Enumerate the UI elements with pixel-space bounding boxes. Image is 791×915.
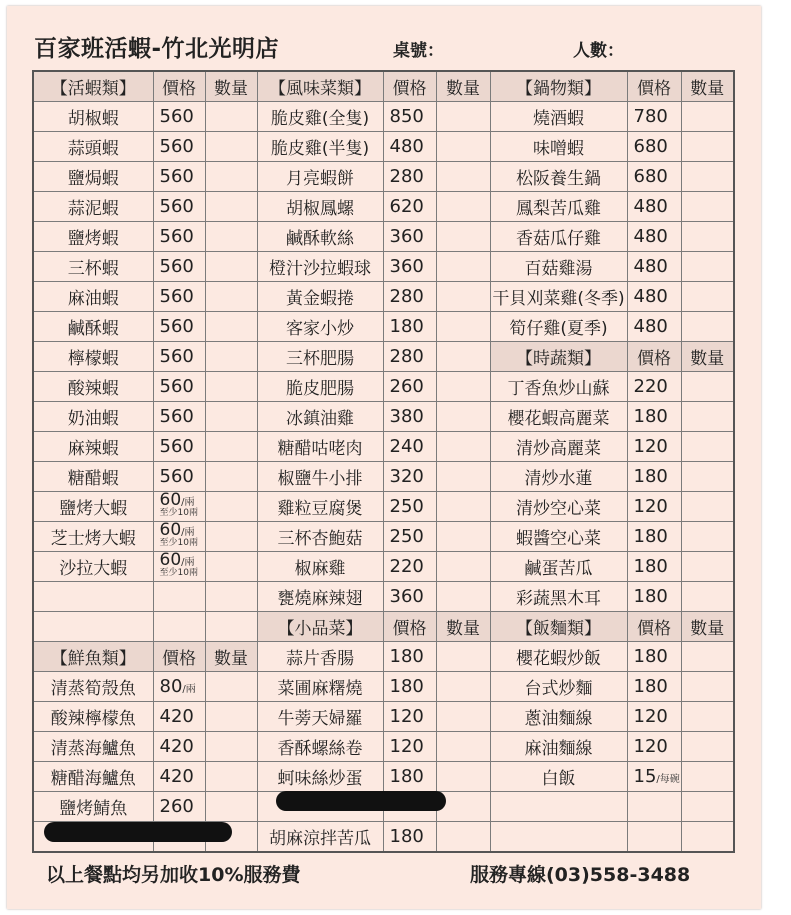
redaction-mark: [44, 822, 232, 842]
minimum-order-note: 至少10兩: [159, 508, 198, 518]
quantity-cell[interactable]: [205, 252, 257, 282]
price-column-header: 價格: [153, 642, 205, 672]
dish-price: 780: [627, 102, 681, 132]
dish-name: 鹹蛋苦瓜: [490, 552, 627, 582]
dish-price: [153, 612, 205, 642]
dish-name: 胡椒蝦: [33, 102, 153, 132]
dish-name: 月亮蝦餅: [257, 162, 383, 192]
dish-name: 蝦醬空心菜: [490, 522, 627, 552]
quantity-cell[interactable]: [205, 792, 257, 822]
dish-price: 560: [153, 342, 205, 372]
dish-name: 芝士烤大蝦: [33, 522, 153, 552]
quantity-column-header: 數量: [205, 71, 257, 102]
dish-price: 480: [627, 252, 681, 282]
dish-price: 180: [383, 642, 436, 672]
quantity-cell[interactable]: [681, 162, 734, 192]
price-per-tael: [159, 551, 198, 578]
dish-name: 糖醋蝦: [33, 462, 153, 492]
menu-row: [33, 102, 734, 132]
dish-price: 380: [383, 402, 436, 432]
service-hotline: 服務專線(03)558-3488: [470, 864, 691, 886]
dish-name: 麻油麵線: [490, 732, 627, 762]
quantity-cell[interactable]: [681, 552, 734, 582]
dish-price: 120: [383, 732, 436, 762]
dish-name: 松阪養生鍋: [490, 162, 627, 192]
quantity-cell[interactable]: [205, 762, 257, 792]
dish-name: 鹽烤蝦: [33, 222, 153, 252]
dish-name: 糖醋咕咾肉: [257, 432, 383, 462]
category-header: 【小品菜】: [257, 612, 383, 642]
quantity-cell[interactable]: [681, 672, 734, 702]
dish-name: 蒜頭蝦: [33, 132, 153, 162]
minimum-order-note: 至少10兩: [159, 568, 198, 578]
dish-price: 560: [153, 132, 205, 162]
category-header: 【風味菜類】: [257, 71, 383, 102]
dish-price: 620: [383, 192, 436, 222]
dish-name: 彩蔬黑木耳: [490, 582, 627, 612]
dish-name: 清蒸海鱸魚: [33, 732, 153, 762]
dish-price: 260: [383, 372, 436, 402]
quantity-cell[interactable]: [436, 252, 490, 282]
quantity-cell[interactable]: [436, 222, 490, 252]
dish-name: 香菇瓜仔雞: [490, 222, 627, 252]
quantity-cell[interactable]: [436, 552, 490, 582]
menu-row: [33, 162, 734, 192]
dish-name: 味噌蝦: [490, 132, 627, 162]
quantity-cell[interactable]: [681, 702, 734, 732]
quantity-cell[interactable]: [436, 372, 490, 402]
price-unit: /每碗: [656, 774, 680, 785]
dish-price: 560: [153, 222, 205, 252]
dish-price: [153, 522, 205, 552]
dish-name: 胡麻涼拌苦瓜: [257, 822, 383, 853]
dish-name: 黃金蝦捲: [257, 282, 383, 312]
quantity-cell[interactable]: [205, 672, 257, 702]
quantity-cell[interactable]: [681, 282, 734, 312]
menu-row: [33, 582, 734, 612]
dish-price: 360: [383, 222, 436, 252]
dish-price: [153, 492, 205, 522]
menu-row: [33, 402, 734, 432]
dish-price: 260: [153, 792, 205, 822]
quantity-cell[interactable]: [436, 432, 490, 462]
dish-price: 180: [627, 642, 681, 672]
quantity-cell[interactable]: [205, 492, 257, 522]
dish-price: 120: [627, 432, 681, 462]
quantity-cell[interactable]: [681, 372, 734, 402]
dish-price: 560: [153, 192, 205, 222]
dish-name: 菜圃麻糬燒: [257, 672, 383, 702]
dish-price: 280: [383, 282, 436, 312]
dish-price: 120: [627, 732, 681, 762]
dish-name: 脆皮雞(全隻): [257, 102, 383, 132]
price-value: 60: [159, 491, 182, 510]
dish-name: 櫻花蝦高麗菜: [490, 402, 627, 432]
category-header: 【時蔬類】: [490, 342, 627, 372]
price-column-header: 價格: [627, 342, 681, 372]
dish-name: 清蒸筍殼魚: [33, 672, 153, 702]
dish-price: [153, 672, 205, 702]
quantity-cell[interactable]: [681, 462, 734, 492]
dish-name: 奶油蝦: [33, 402, 153, 432]
dish-name: 燒酒蝦: [490, 102, 627, 132]
quantity-cell[interactable]: [436, 162, 490, 192]
dish-price: 480: [627, 282, 681, 312]
menu-row: [33, 432, 734, 462]
dish-price: 560: [153, 162, 205, 192]
dish-price: 480: [627, 192, 681, 222]
dish-price: 560: [153, 432, 205, 462]
dish-price: 180: [383, 312, 436, 342]
dish-price: 280: [383, 342, 436, 372]
price-unit: /兩: [181, 497, 195, 508]
dish-price: 480: [627, 222, 681, 252]
dish-price: 180: [627, 552, 681, 582]
quantity-cell[interactable]: [681, 582, 734, 612]
quantity-cell[interactable]: [436, 192, 490, 222]
menu-row: [33, 672, 734, 702]
menu-row: [33, 71, 734, 102]
dish-name: 清炒空心菜: [490, 492, 627, 522]
dish-price: 680: [627, 132, 681, 162]
dish-name: 櫻花蝦炒飯: [490, 642, 627, 672]
menu-row: [33, 702, 734, 732]
menu-row: [33, 762, 734, 792]
quantity-column-header: 數量: [681, 342, 734, 372]
menu-row: [33, 492, 734, 522]
quantity-cell[interactable]: [205, 432, 257, 462]
quantity-cell[interactable]: [436, 402, 490, 432]
dish-name: 脆皮雞(半隻): [257, 132, 383, 162]
dish-name: 百菇雞湯: [490, 252, 627, 282]
dish-name: 筍仔雞(夏季): [490, 312, 627, 342]
dish-price: 280: [383, 162, 436, 192]
quantity-cell[interactable]: [205, 312, 257, 342]
dish-price: 250: [383, 492, 436, 522]
dish-name: 鹽焗蝦: [33, 162, 153, 192]
quantity-cell[interactable]: [205, 462, 257, 492]
dish-name: 台式炒麵: [490, 672, 627, 702]
dish-price: 560: [153, 102, 205, 132]
price-value: 80: [159, 676, 183, 697]
dish-name: 客家小炒: [257, 312, 383, 342]
dish-price: 220: [627, 372, 681, 402]
quantity-cell[interactable]: [436, 672, 490, 702]
menu-row: [33, 462, 734, 492]
dish-price: 420: [153, 762, 205, 792]
dish-name: 胡椒鳳螺: [257, 192, 383, 222]
dish-price: [153, 552, 205, 582]
quantity-cell[interactable]: [681, 102, 734, 132]
quantity-cell[interactable]: [681, 492, 734, 522]
menu-row: [33, 312, 734, 342]
dish-name: 蔥油麵線: [490, 702, 627, 732]
minimum-order-note: 至少10兩: [159, 538, 198, 548]
dish-name: 鹹酥軟絲: [257, 222, 383, 252]
dish-name: 鹹酥蝦: [33, 312, 153, 342]
dish-name: 檸檬蝦: [33, 342, 153, 372]
quantity-cell[interactable]: [681, 642, 734, 672]
dish-name: 蒜泥蝦: [33, 192, 153, 222]
category-header: 【飯麵類】: [490, 612, 627, 642]
menu-row: [33, 522, 734, 552]
quantity-cell[interactable]: [436, 492, 490, 522]
dish-price: 560: [153, 312, 205, 342]
dish-name: 鹽烤大蝦: [33, 492, 153, 522]
party-size-label: 人數：: [573, 41, 624, 61]
quantity-cell[interactable]: [681, 732, 734, 762]
dish-name: [33, 612, 153, 642]
dish-name: 鹽烤鯖魚: [33, 792, 153, 822]
price-column-header: 價格: [153, 71, 205, 102]
dish-price: 420: [153, 702, 205, 732]
quantity-cell[interactable]: [681, 822, 734, 853]
quantity-cell[interactable]: [436, 102, 490, 132]
price-unit: /兩: [182, 684, 196, 695]
dish-name: 酸辣檸檬魚: [33, 702, 153, 732]
quantity-cell[interactable]: [205, 102, 257, 132]
quantity-cell[interactable]: [436, 342, 490, 372]
dish-name: 麻辣蝦: [33, 432, 153, 462]
category-header: 【活蝦類】: [33, 71, 153, 102]
menu-row: [33, 732, 734, 762]
dish-name: 椒麻雞: [257, 552, 383, 582]
dish-price: 560: [153, 372, 205, 402]
dish-name: 蚵味絲炒蛋: [257, 762, 383, 792]
dish-name: 糖醋海鱸魚: [33, 762, 153, 792]
dish-name: 冰鎮油雞: [257, 402, 383, 432]
quantity-cell[interactable]: [681, 222, 734, 252]
dish-price: 180: [627, 672, 681, 702]
redaction-mark: [276, 791, 446, 811]
dish-name: 清炒高麗菜: [490, 432, 627, 462]
dish-name: 清炒水蓮: [490, 462, 627, 492]
dish-name: 雞粒豆腐煲: [257, 492, 383, 522]
category-header: 【鮮魚類】: [33, 642, 153, 672]
dish-name: 蒜片香腸: [257, 642, 383, 672]
menu-row: [33, 372, 734, 402]
quantity-cell[interactable]: [436, 462, 490, 492]
dish-name: [33, 582, 153, 612]
dish-name: 鳳梨苦瓜雞: [490, 192, 627, 222]
quantity-cell[interactable]: [681, 402, 734, 432]
dish-price: 360: [383, 582, 436, 612]
dish-name: 脆皮肥腸: [257, 372, 383, 402]
quantity-cell[interactable]: [681, 312, 734, 342]
dish-price: 180: [383, 822, 436, 853]
dish-price: 220: [383, 552, 436, 582]
price-value: 60: [159, 521, 182, 540]
dish-name: 牛蒡天婦羅: [257, 702, 383, 732]
quantity-column-header: 數量: [681, 71, 734, 102]
dish-price: 480: [383, 132, 436, 162]
quantity-cell[interactable]: [205, 612, 257, 642]
dish-price: 120: [627, 492, 681, 522]
price-column-header: 價格: [383, 612, 436, 642]
dish-name: [490, 792, 627, 822]
dish-price: [627, 822, 681, 853]
dish-name: 沙拉大蝦: [33, 552, 153, 582]
dish-name: 橙汁沙拉蝦球: [257, 252, 383, 282]
dish-price: 850: [383, 102, 436, 132]
quantity-column-header: 數量: [436, 71, 490, 102]
dish-price: 680: [627, 162, 681, 192]
dish-price: 180: [383, 762, 436, 792]
dish-price: 180: [627, 402, 681, 432]
dish-name: 白飯: [490, 762, 627, 792]
quantity-cell[interactable]: [436, 762, 490, 792]
dish-name: 椒鹽牛小排: [257, 462, 383, 492]
dish-price: [627, 762, 681, 792]
menu-row: [33, 132, 734, 162]
price-unit: /兩: [181, 557, 195, 568]
dish-price: 480: [627, 312, 681, 342]
quantity-cell[interactable]: [436, 312, 490, 342]
quantity-cell[interactable]: [205, 222, 257, 252]
price-value: 15: [633, 766, 657, 787]
price-column-header: 價格: [383, 71, 436, 102]
quantity-cell[interactable]: [205, 702, 257, 732]
dish-price: 180: [383, 672, 436, 702]
menu-row: [33, 342, 734, 372]
quantity-cell[interactable]: [436, 732, 490, 762]
restaurant-title: 百家班活蝦-竹北光明店: [34, 36, 280, 62]
price-column-header: 價格: [627, 612, 681, 642]
dish-price: 560: [153, 462, 205, 492]
price-column-header: 價格: [627, 71, 681, 102]
menu-table: [32, 70, 735, 853]
dish-name: 酸辣蝦: [33, 372, 153, 402]
table-number-label: 桌號：: [393, 41, 444, 61]
menu-row: [33, 222, 734, 252]
quantity-cell[interactable]: [436, 132, 490, 162]
dish-price: 180: [627, 582, 681, 612]
quantity-column-header: 數量: [436, 612, 490, 642]
dish-price: 120: [383, 702, 436, 732]
menu-row: [33, 612, 734, 642]
quantity-cell[interactable]: [436, 522, 490, 552]
dish-price: 560: [153, 282, 205, 312]
dish-price: 320: [383, 462, 436, 492]
menu-row: [33, 552, 734, 582]
quantity-cell[interactable]: [681, 522, 734, 552]
quantity-cell[interactable]: [681, 762, 734, 792]
price-value: 60: [159, 551, 182, 570]
menu-row: [33, 642, 734, 672]
quantity-cell[interactable]: [436, 702, 490, 732]
dish-name: 麻油蝦: [33, 282, 153, 312]
price-unit: /兩: [181, 527, 195, 538]
quantity-cell[interactable]: [436, 822, 490, 853]
quantity-cell[interactable]: [205, 402, 257, 432]
menu-row: [33, 282, 734, 312]
dish-name: [490, 822, 627, 853]
dish-price: 360: [383, 252, 436, 282]
quantity-cell[interactable]: [681, 252, 734, 282]
quantity-cell[interactable]: [436, 282, 490, 312]
dish-name: 干貝刈菜雞(冬季): [490, 282, 627, 312]
quantity-cell[interactable]: [681, 192, 734, 222]
dish-name: 甕燒麻辣翅: [257, 582, 383, 612]
quantity-cell[interactable]: [205, 342, 257, 372]
dish-price: [627, 792, 681, 822]
quantity-cell[interactable]: [205, 282, 257, 312]
category-header: 【鍋物類】: [490, 71, 627, 102]
dish-name: 丁香魚炒山蘇: [490, 372, 627, 402]
dish-name: 三杯肥腸: [257, 342, 383, 372]
dish-price: 560: [153, 252, 205, 282]
dish-price: 120: [627, 702, 681, 732]
dish-price: 180: [627, 522, 681, 552]
dish-price: 180: [627, 462, 681, 492]
quantity-cell[interactable]: [681, 132, 734, 162]
quantity-cell[interactable]: [205, 582, 257, 612]
quantity-cell[interactable]: [205, 732, 257, 762]
price-per-tael: [159, 521, 198, 548]
menu-row: [33, 252, 734, 282]
dish-price: 250: [383, 522, 436, 552]
price-per-tael: [159, 491, 198, 518]
quantity-column-header: 數量: [205, 642, 257, 672]
quantity-cell[interactable]: [681, 432, 734, 462]
dish-name: 三杯杏鮑菇: [257, 522, 383, 552]
quantity-cell[interactable]: [436, 582, 490, 612]
quantity-cell[interactable]: [681, 792, 734, 822]
dish-name: 三杯蝦: [33, 252, 153, 282]
menu-row: [33, 192, 734, 222]
quantity-cell[interactable]: [205, 192, 257, 222]
dish-price: 420: [153, 732, 205, 762]
quantity-column-header: 數量: [681, 612, 734, 642]
dish-price: 560: [153, 402, 205, 432]
dish-price: [153, 582, 205, 612]
quantity-cell[interactable]: [205, 162, 257, 192]
dish-name: 香酥螺絲卷: [257, 732, 383, 762]
quantity-cell[interactable]: [205, 522, 257, 552]
dish-price: 240: [383, 432, 436, 462]
quantity-cell[interactable]: [436, 642, 490, 672]
quantity-cell[interactable]: [205, 132, 257, 162]
quantity-cell[interactable]: [205, 372, 257, 402]
service-charge-note: 以上餐點均另加收10%服務費: [46, 864, 301, 886]
quantity-cell[interactable]: [205, 552, 257, 582]
